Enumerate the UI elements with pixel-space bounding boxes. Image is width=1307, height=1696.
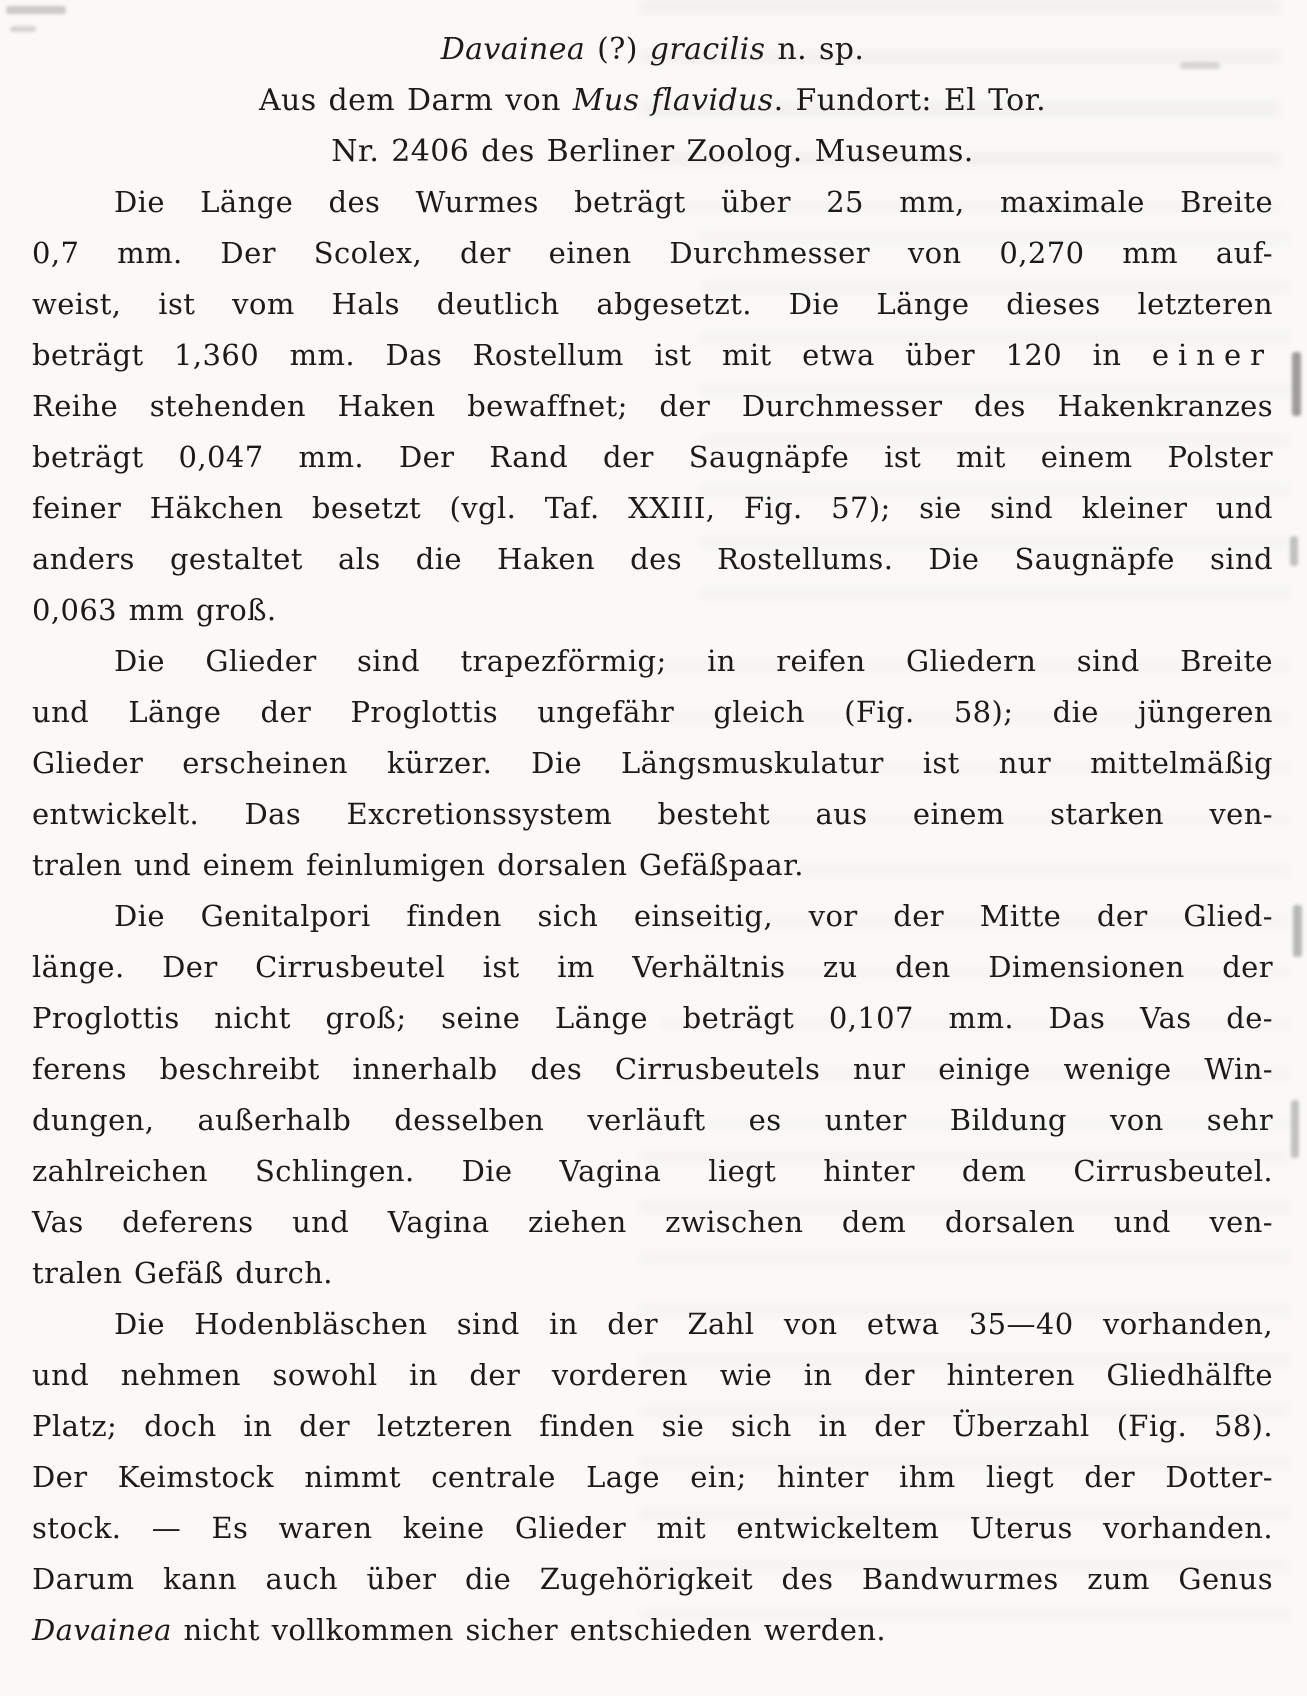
text-segment: Davainea	[32, 1613, 172, 1647]
text-segment: 0,7 mm. Der Scolex, der einen Durchmesser von 0,270 mm auf-	[32, 236, 1273, 270]
text-segment: tralen Gefäß durch.	[32, 1256, 333, 1290]
text-segment: stock. — Es waren keine Glieder mit entwickeltem Uterus vorhanden.	[32, 1511, 1273, 1545]
text-line	[32, 1095, 1273, 1146]
text-segment: entwickelt. Das Excretionssystem besteht aus einem starken ven-	[32, 797, 1273, 831]
text-segment: Die Genitalpori finden sich einseitig, vor der Mitte der Glied-	[114, 899, 1273, 933]
text-segment: tralen und einem feinlumigen dorsalen Gefäßpaar.	[32, 848, 804, 882]
text-line	[32, 1350, 1273, 1401]
heading-line	[32, 24, 1273, 75]
text-segment: anders gestaltet als die Haken des Rostellums. Die Saugnäpfe sind	[32, 542, 1273, 576]
text-line	[32, 1401, 1273, 1452]
paragraph	[32, 177, 1273, 636]
text-line	[32, 1503, 1273, 1554]
text-line	[32, 993, 1273, 1044]
text-line	[32, 177, 1273, 228]
text-segment: zahlreichen Schlingen. Die Vagina liegt hinter dem Cirrusbeutel.	[32, 1154, 1273, 1188]
page-content	[32, 24, 1273, 1656]
text-segment: nicht vollkommen sicher entschieden werden.	[171, 1613, 887, 1647]
text-segment: gracilis	[649, 32, 766, 67]
text-line	[32, 840, 1273, 891]
text-segment: beträgt 0,047 mm. Der Rand der Saugnäpfe ist mit einem Polster	[32, 440, 1273, 474]
text-segment: ferens beschreibt innerhalb des Cirrusbeutels nur einige wenige Win-	[32, 1052, 1273, 1086]
text-segment: Reihe stehenden Haken bewaffnet; der Durchmesser des Hakenkranzes	[32, 389, 1273, 423]
text-segment: und nehmen sowohl in der vorderen wie in der hinteren Gliedhälfte	[32, 1358, 1273, 1392]
text-segment: länge. Der Cirrusbeutel ist im Verhältnis zu den Dimensionen der	[32, 950, 1273, 984]
text-segment: Nr. 2406 des Berliner Zoolog. Museums.	[331, 134, 974, 169]
text-segment: Der Keimstock nimmt centrale Lage ein; hinter ihm liegt der Dotter-	[32, 1460, 1273, 1494]
paragraph	[32, 636, 1273, 891]
text-segment: . Fundort: El Tor.	[773, 83, 1046, 118]
text-segment: weist, ist vom Hals deutlich abgesetzt. Die Länge dieses letzteren	[32, 287, 1273, 321]
text-line	[32, 891, 1273, 942]
text-segment: Aus dem Darm von	[258, 83, 573, 118]
paragraph	[32, 1299, 1273, 1656]
scan-artifact	[1292, 352, 1301, 416]
text-segment: Davainea	[440, 32, 586, 67]
text-segment: Die Hodenbläschen sind in der Zahl von etwa 35—40 vorhanden,	[114, 1307, 1273, 1341]
text-line	[32, 330, 1273, 381]
text-segment: (?)	[585, 32, 650, 67]
text-segment: feiner Häkchen besetzt (vgl. Taf. XXIII, Fig. 57); sie sind kleiner und	[32, 491, 1273, 525]
text-segment: und Länge der Proglottis ungefähr gleich (Fig. 58); die jüngeren	[32, 695, 1273, 729]
text-line	[32, 636, 1273, 687]
scan-artifact	[6, 6, 66, 14]
heading-line	[32, 75, 1273, 126]
scan-artifact	[1293, 905, 1302, 957]
text-line	[32, 279, 1273, 330]
text-line	[32, 228, 1273, 279]
text-line	[32, 738, 1273, 789]
text-line	[32, 942, 1273, 993]
text-segment: 0,063 mm groß.	[32, 593, 277, 627]
text-segment: Glieder erscheinen kürzer. Die Längsmuskulatur ist nur mittelmäßig	[32, 746, 1273, 780]
text-line	[32, 1044, 1273, 1095]
text-segment: Proglottis nicht groß; seine Länge beträgt 0,107 mm. Das Vas de-	[32, 1001, 1273, 1035]
paragraph	[32, 891, 1273, 1299]
text-segment: Vas deferens und Vagina ziehen zwischen dem dorsalen und ven-	[32, 1205, 1273, 1239]
text-line	[32, 1248, 1273, 1299]
text-line	[32, 534, 1273, 585]
text-segment: Die Glieder sind trapezförmig; in reifen Gliedern sind Breite	[114, 644, 1273, 678]
scan-artifact	[1290, 536, 1298, 566]
species-heading	[32, 24, 1273, 177]
text-segment: Darum kann auch über die Zugehörigkeit des Bandwurmes zum Genus	[32, 1562, 1273, 1596]
heading-line	[32, 126, 1273, 177]
text-line	[32, 585, 1273, 636]
text-line	[32, 1605, 1273, 1656]
text-line	[32, 1146, 1273, 1197]
body-text	[32, 177, 1273, 1656]
scan-artifact	[1291, 1100, 1299, 1158]
text-line	[32, 687, 1273, 738]
text-segment: Platz; doch in der letzteren finden sie sich in der Überzahl (Fig. 58).	[32, 1409, 1273, 1443]
text-line	[32, 1197, 1273, 1248]
text-segment: dungen, außerhalb desselben verläuft es unter Bildung von sehr	[32, 1103, 1273, 1137]
text-segment: einer	[1151, 338, 1273, 372]
text-segment: Mus flavidus	[572, 83, 774, 118]
text-line	[32, 789, 1273, 840]
text-line	[32, 432, 1273, 483]
text-segment: n. sp.	[765, 32, 865, 67]
text-line	[32, 1299, 1273, 1350]
text-line	[32, 483, 1273, 534]
text-line	[32, 1554, 1273, 1605]
text-segment: Die Länge des Wurmes beträgt über 25 mm, maximale Breite	[114, 185, 1273, 219]
text-line	[32, 1452, 1273, 1503]
text-line	[32, 381, 1273, 432]
text-segment: beträgt 1,360 mm. Das Rostellum ist mit etwa über 120 in	[32, 338, 1152, 372]
